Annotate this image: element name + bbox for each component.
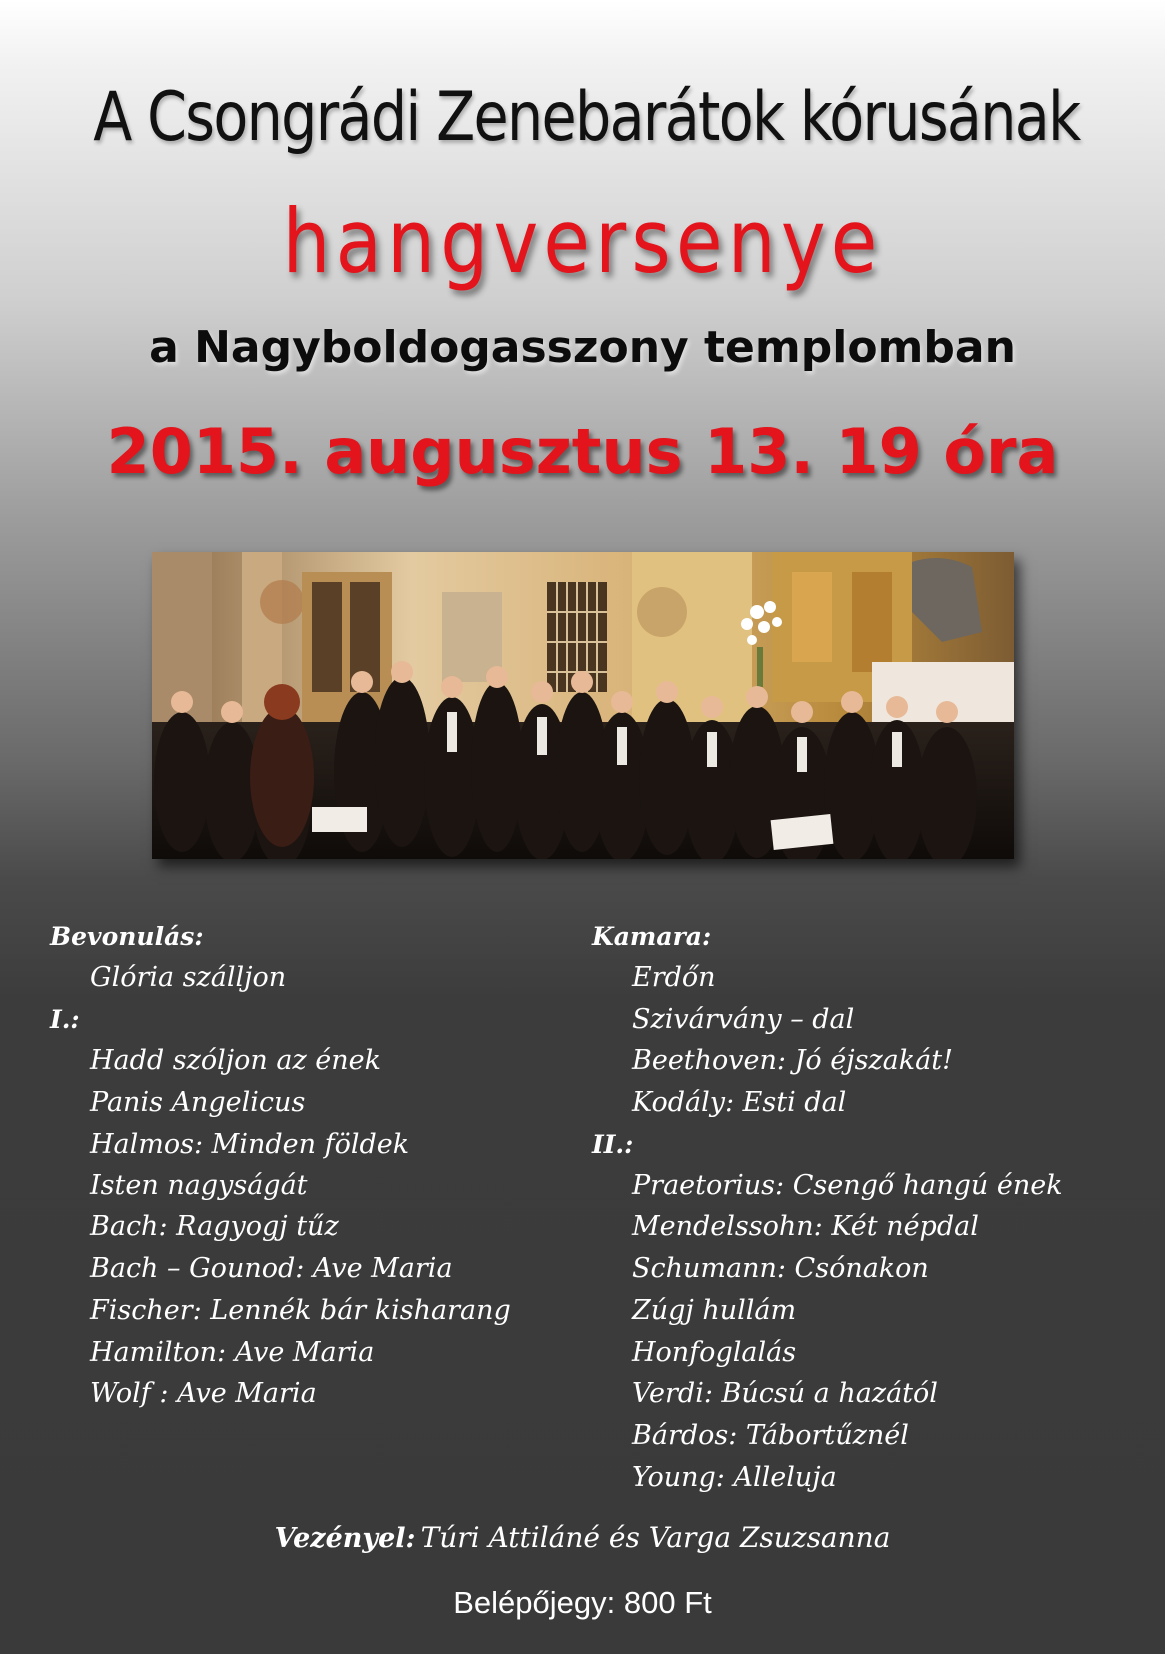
program-item: Mendelssohn: Két népdal (632, 1211, 979, 1242)
program-item: Szivárvány – dal (632, 1004, 855, 1035)
part2-heading: II.: (592, 1130, 634, 1159)
chamber-heading: Kamara: (592, 922, 712, 951)
program-item: Zúgj hullám (632, 1295, 797, 1326)
venue-line: a Nagyboldogasszony templomban (149, 322, 1016, 373)
program-item: Bach – Gounod: Ave Maria (90, 1253, 453, 1284)
program-item: Schumann: Csónakon (632, 1253, 929, 1284)
part1-heading: I.: (50, 1005, 80, 1034)
program-item: Erdőn (632, 962, 716, 993)
choir-photo (152, 552, 1014, 859)
program-item: Praetorius: Csengő hangú ének (632, 1170, 1063, 1201)
conductor-line (0, 1521, 1165, 1554)
entrance-heading: Bevonulás: (50, 922, 204, 951)
program-item: Bárdos: Tábortűznél (632, 1420, 909, 1451)
program-item: Halmos: Minden földek (90, 1129, 410, 1160)
program-item: Wolf : Ave Maria (90, 1378, 317, 1409)
program-item: Beethoven: Jó éjszakát! (632, 1045, 953, 1076)
program-item: Glória szálljon (90, 962, 287, 993)
program-item: Panis Angelicus (90, 1087, 306, 1118)
program-item: Fischer: Lennék bár kisharang (90, 1295, 511, 1326)
date-line: 2015. augusztus 13. 19 óra (106, 415, 1059, 488)
program-item: Isten nagyságát (90, 1170, 308, 1201)
program-item: Bach: Ragyogj tűz (90, 1211, 339, 1242)
program-item: Verdi: Búcsú a hazától (632, 1378, 938, 1409)
conductor-label: Vezényel: (274, 1523, 416, 1554)
conductor-names: Túri Attiláné és Varga Zsuzsanna (420, 1521, 891, 1554)
program-item: Honfoglalás (632, 1337, 797, 1368)
program-item: Young: Alleluja (632, 1462, 837, 1493)
program-item: Hamilton: Ave Maria (90, 1337, 375, 1368)
program-item: Kodály: Esti dal (632, 1087, 847, 1118)
program-item: Hadd szóljon az ének (90, 1045, 381, 1076)
event-title: hangversenye (282, 190, 883, 293)
ticket-price: Belépőjegy: 800 Ft (453, 1585, 712, 1620)
poster-title: A Csongrádi Zenebarátok kórusának (93, 78, 1080, 157)
choir-photo-illustration (152, 552, 1014, 859)
